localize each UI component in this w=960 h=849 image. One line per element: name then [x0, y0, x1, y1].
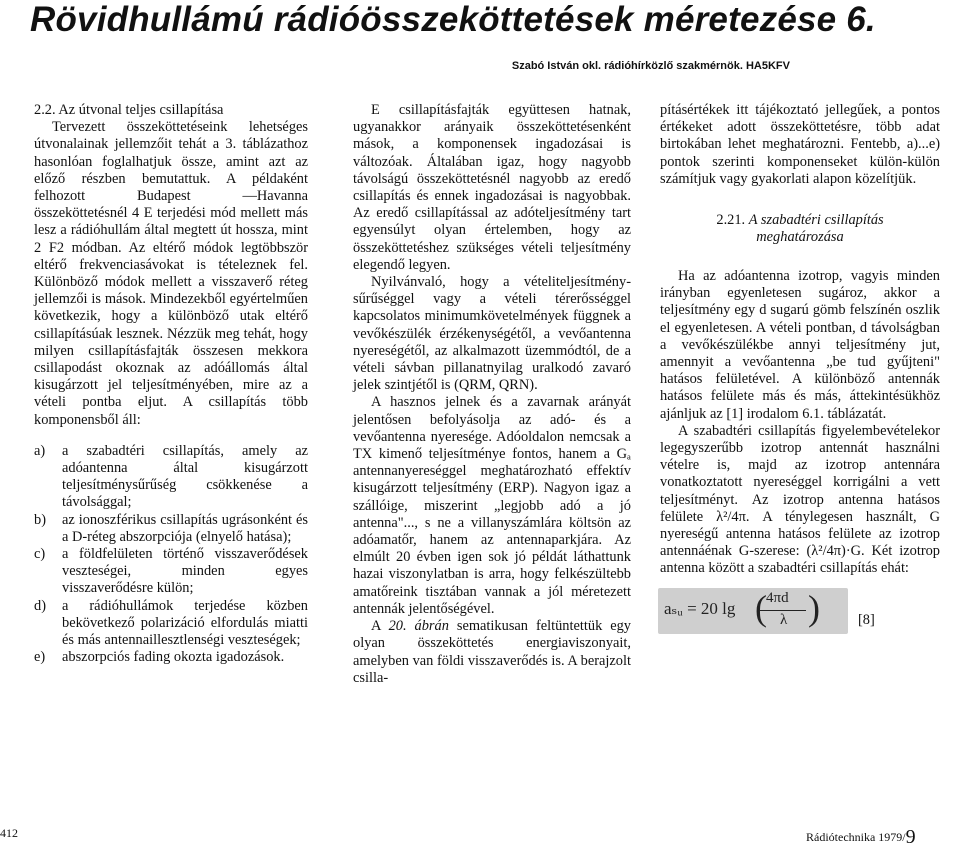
list-item: a) a szabadtéri csillapítás, amely az adóantenna által kisugárzott teljesítménysűrűség csökkenése a távolsággal; [34, 442, 308, 511]
list-item: c) a földfelületen történő visszaverődések veszteségei, minden egyes visszaverődésre külön; [34, 546, 308, 597]
list-item: b) az ionoszférikus csillapítás ugrásonként és a D-réteg abszorpciója (elnyelő hatása); [34, 511, 308, 545]
paragraph: Nyilvánvaló, hogy a vételiteljesítmény-sűrűséggel vagy a vételi térerősséggel kapcsolatos minimumkövetelmények függnek a vevőkészülék érzékenységétől, a vevőantenna nyereségétől, az alkalmazott üzemmódtól, de a vételi sávban pillanatnyilag uralkodó zavaró jelek szintjétől is (QRM, QRN). [353, 274, 631, 394]
page-number: 412 [0, 826, 18, 840]
paragraph: A 20. ábrán sematikusan feltüntettük egy olyan összeköttetés energiaviszonyait, amelyben van földi visszaverődés is. A berajzolt csilla- [353, 618, 631, 686]
component-list [34, 443, 308, 667]
paragraph: Ha az adóantenna izotrop, vagyis minden irányban egyenletesen sugároz, akkor a teljesítmény egy d sugarú gömb felszínén oszlik el egyenletesen. A vételi pontban, d távolságban a vevőkészülékbe annyi teljesítmény jut, amennyit a vevőantenna „be tud gyűjteni" hatásos felületével. A különböző antennák hatásos felülete más és más, áttekintésükhöz ajánljuk az [1] irodalom 6.1. táblázatát. [660, 268, 940, 422]
list-item: e) abszorpciós fading okozta igadozások. [34, 649, 285, 666]
paragraph: A szabadtéri csillapítás figyelembevételekor legegyszerűbb izotrop antennát használni vételre is, majd az izotrop antennára vonatkoztatott nyereséggel korrigálni a vett teljesítményt. Az izotrop antenna hatásos felülete λ²/4π. A ténylegesen használt, G nyereségű antenna hatásos felülete az izotrop antennáénak G-szerese: (λ²/4π)·G. Két izotrop antenna között a szabadtéri csillapítás ehát: [660, 422, 940, 577]
subsection-heading: 2.21. A szabadtéri csillapítás meghatározása [716, 212, 884, 246]
formula-image: aₛᵤ = 20 lg 4πd λ ( ) [658, 588, 848, 634]
paragraph: Tervezett összeköttetéseink lehetséges útvonalainak jellemzőit tehát a 3. táblázathoz hasonlóan foglalhatjuk össze, amint azt az előző részben bemutattuk. A példaként felhozott Budapest —Havanna összeköttetésnél 4 E terjedési mód mellett más lesz a rádióhullám által megtett út hossza, mint 2 F2 módban. Az eltérő módok legtöbbször eltérő frekvenciasávokat is tételeznek fel. Különböző módok mellett a visszaverő réteg jellemzői is mások. Mindezekből egyértelműen következik, hogy a különböző utak eltérő csillapításúak lesznek. Nézzük meg tehát, hogy milyen csillapításfajták összesen mekkora csillapodást okoznak az adóállomás által kisugárzott jel teljesítményében, mire az a vételi pontba eljut. A csillapítás több komponensből áll: [34, 119, 308, 428]
column-1 [34, 102, 308, 667]
list-item: d) a rádióhullámok terjedése közben bekövetkező polarizáció elfordulás miatti és más antennaillesztlenségi veszteségek; [34, 597, 308, 649]
paragraph: A hasznos jelnek és a zavarnak arányát jelentősen befolyásolja az adó- és a vevőantenna nyeresége. Adóoldalon nemcsak a TX kimenő teljesítménye fontos, hanem a Gₐ antennanyereséggel meghatározható effektív kisugárzott teljesítmény (ERP). Nagyon igaz a szállóige, miszerint „legjobb adó a jó antenna"..., s ne a villanyszámlára költsön az adóamatőr, hanem az antennaparkjára. Az elmúlt 20 évben igen sok jó példát láthattunk hazai viszonylatban is arra, hogy felkészültebb amatőreink tisztában vannak a jól méretezett antennák jelentőségével. [353, 394, 631, 617]
section-heading: 2.2. Az útvonal teljes csillapítása [34, 102, 224, 118]
paragraph: E csillapításfajták együttesen hatnak, ugyanakkor arányaik összeköttetésenként mások, a komponensek ingadozásai is változóak. Általában igaz, hogy nagyobb távolságú összeköttetésnél nagyobb az eredő csillapítás és ennek ingadozásai is nagyobbak. Az eredő csillapítással az adóteljesítmény tart egyensúlyt olyan értelemben, hogy az összeköttetéshez szükséges vételi teljesítmény elegendő legyen. [353, 102, 631, 273]
figure-number: 20. [388, 618, 407, 635]
column-2 [353, 102, 631, 687]
article-title: Rövidhullámú rádióösszeköttetések méretezése 6. [30, 0, 876, 39]
equation-number: [8] [858, 611, 875, 628]
paragraph: pításértékek itt tájékoztató jellegűek, a pontos értékeket adott összeköttetésre, több adat birtokában lehet meghatározni. Fentebb, a)...e) pontok szerinti komponenseket külön-külön számítjuk vagy gyakorlati alapon közelítjük. [660, 102, 940, 187]
free-space-loss-formula [660, 588, 940, 636]
journal-footer: Rádiótechnika 1979/9 [806, 826, 916, 848]
author-byline: Szabó István okl. rádióhírközlő szakmérnök. HA5KFV [511, 60, 790, 72]
column-3 [660, 102, 940, 636]
figure-ref: ábrán [414, 618, 449, 635]
